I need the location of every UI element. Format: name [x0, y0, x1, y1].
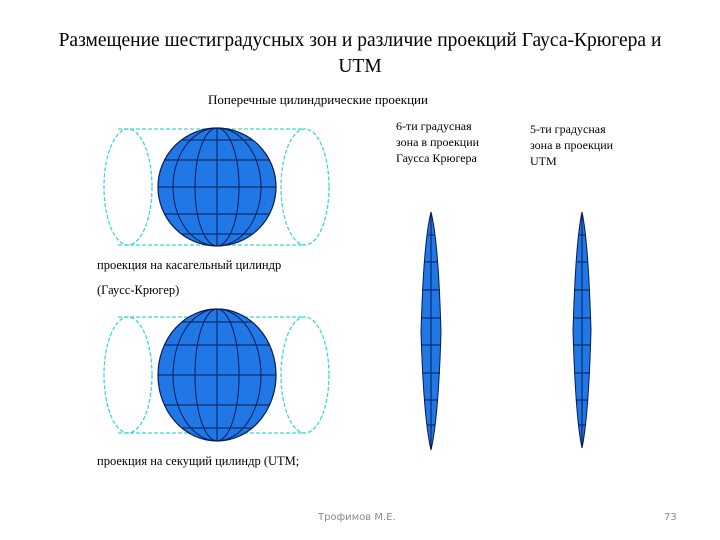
secant-caption: проекция на секущий цилиндр (UTM;	[97, 454, 300, 468]
tangent-globe	[158, 128, 276, 246]
gauss-zone-label-line-2: зона в проекции	[396, 135, 480, 149]
tangent-caption-2: (Гаусс-Крюгер)	[97, 283, 180, 297]
secant-globe	[158, 309, 276, 441]
tangent-caption: проекция на касагельный цилиндр	[97, 258, 282, 272]
tangent-cylinder-right-end	[281, 129, 329, 245]
gauss-zone-label	[396, 119, 482, 165]
secant-cylinder-right-end	[281, 317, 329, 433]
gauss-zone-strip	[421, 212, 441, 450]
utm-zone-label	[530, 122, 616, 168]
footer-author: Трофимов М.Е.	[318, 512, 396, 523]
gauss-zone-label-line-3: Гаусса Крюгера	[396, 151, 477, 165]
diagram-heading: Поперечные цилиндрические проекции	[208, 92, 428, 107]
utm-zone-label-line-3: UTM	[530, 154, 557, 168]
page-number: 73	[664, 512, 677, 523]
secant-cylinder-left-end	[104, 317, 152, 433]
tangent-cylinder-left-end	[104, 129, 152, 245]
slide-title: Размещение шестиградусных зон и различие проекций Гауса-Крюгера и UTM	[58, 30, 662, 77]
gauss-zone-label-line-1: 6-ти градусная	[396, 119, 472, 133]
utm-zone-label-line-2: зона в проекции	[530, 138, 614, 152]
utm-zone-label-line-1: 5-ти градусная	[530, 122, 606, 136]
utm-zone-strip	[573, 212, 591, 448]
